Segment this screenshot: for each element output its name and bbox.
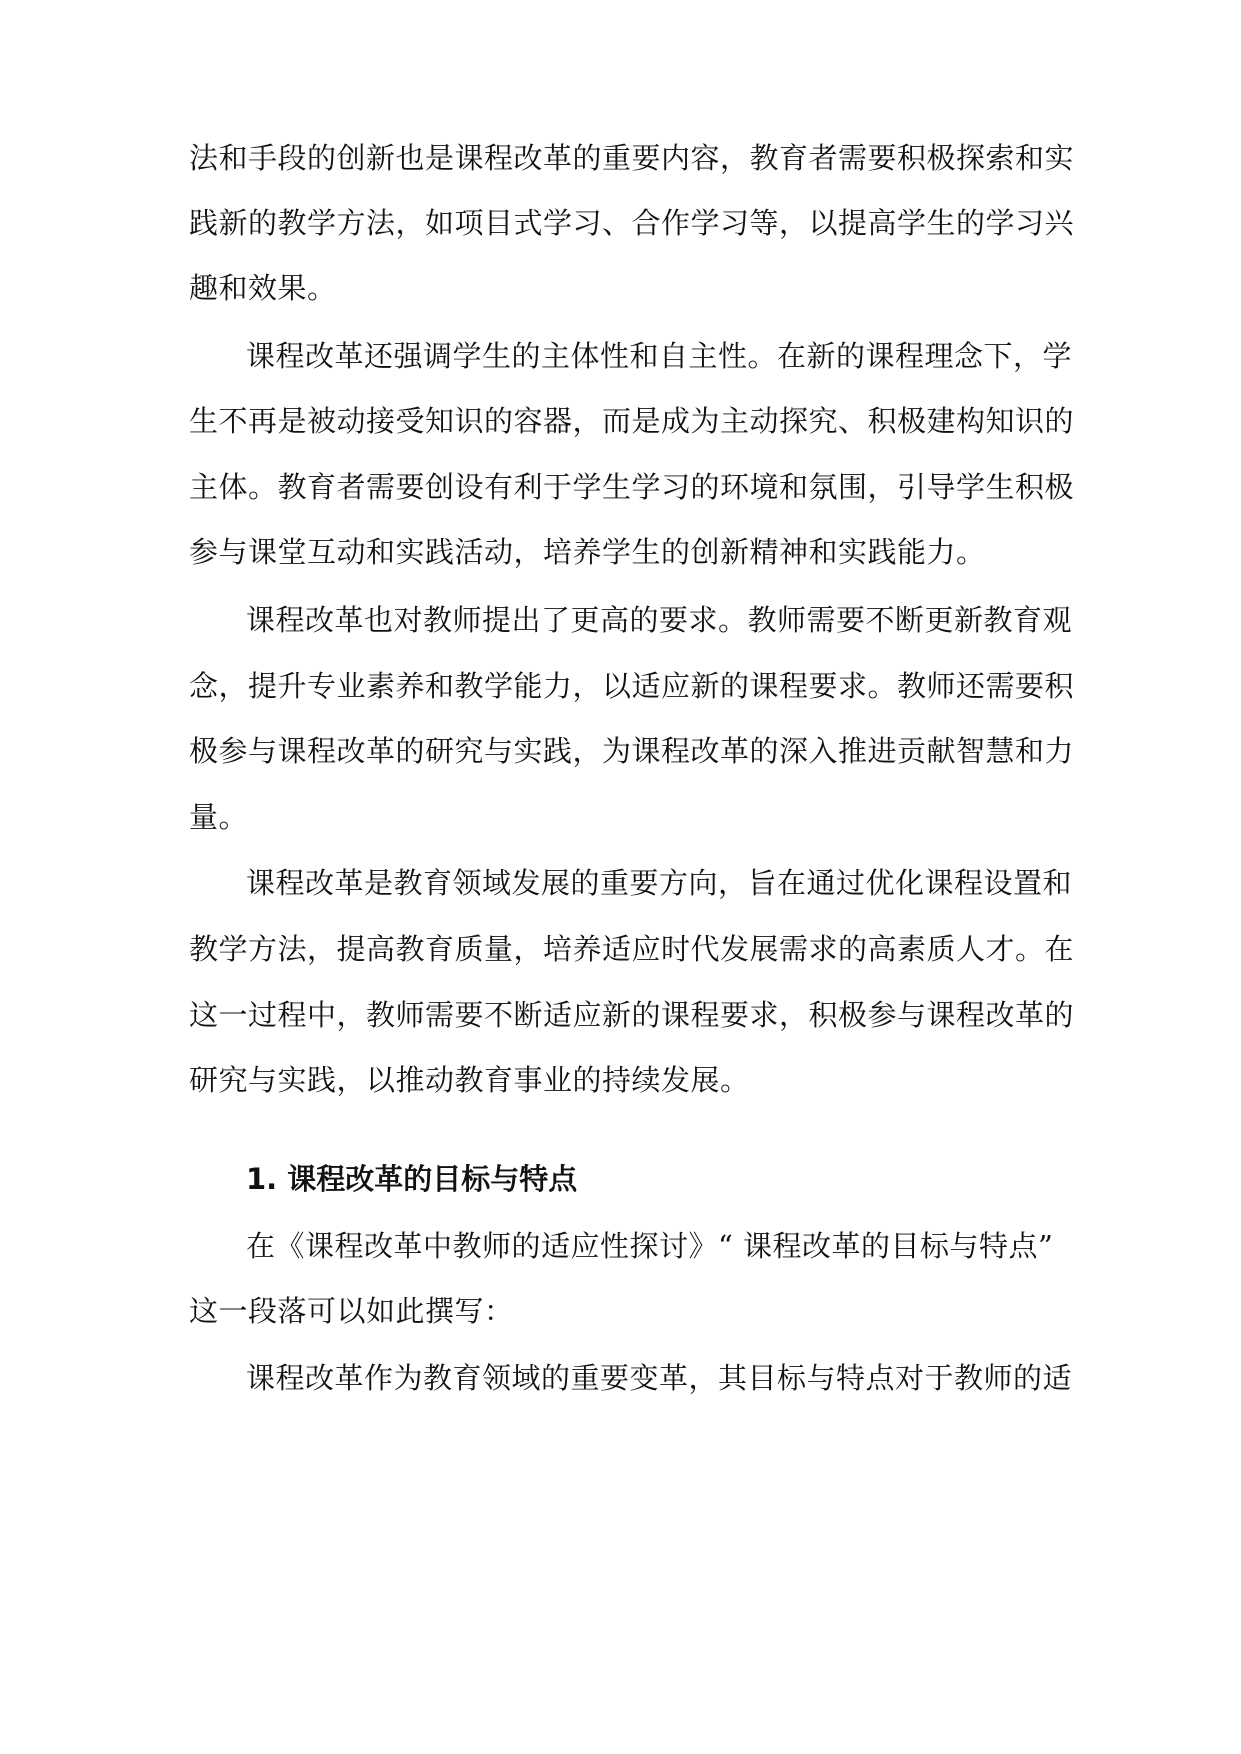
text-line: 课程改革还强调学生的主体性和自主性。在新的课程理念下，学	[246, 339, 1073, 373]
text-line: 参与课堂互动和实践活动，培养学生的创新精神和实践能力。	[189, 535, 986, 569]
text-line: 生不再是被动接受知识的容器，而是成为主动探究、积极建构知识的	[189, 404, 1075, 438]
text-line: 极参与课程改革的研究与实践，为课程改革的深入推进贡献智慧和力	[189, 734, 1075, 768]
text-line: 课程改革也对教师提出了更高的要求。教师需要不断更新教育观	[246, 603, 1073, 637]
text-line: 趣和效果。	[189, 271, 337, 305]
text-line: 这一过程中，教师需要不断适应新的课程要求，积极参与课程改革的	[189, 998, 1075, 1032]
text-line: 法和手段的创新也是课程改革的重要内容，教育者需要积极探索和实	[189, 141, 1075, 175]
section-heading: 1. 课程改革的目标与特点	[246, 1162, 578, 1196]
text-line: 念，提升专业素养和教学能力，以适应新的课程要求。教师还需要积	[189, 669, 1075, 703]
text-line: 这一段落可以如此撰写：	[189, 1294, 514, 1328]
text-line: 量。	[189, 800, 249, 834]
text-line: 课程改革作为教育领域的重要变革，其目标与特点对于教师的适	[246, 1361, 1073, 1395]
text-line: 课程改革是教育领域发展的重要方向，旨在通过优化课程设置和	[246, 866, 1073, 900]
text-line: 研究与实践，以推动教育事业的持续发展。	[189, 1063, 750, 1097]
text-line: 践新的教学方法，如项目式学习、合作学习等，以提高学生的学习兴	[189, 206, 1075, 240]
text-line: 主体。教育者需要创设有利于学生学习的环境和氛围，引导学生积极	[189, 470, 1075, 504]
text-line: 教学方法，提高教育质量，培养适应时代发展需求的高素质人才。在	[189, 932, 1075, 966]
text-line: 在《课程改革中教师的适应性探讨》“ 课程改革的目标与特点”	[246, 1229, 1054, 1263]
